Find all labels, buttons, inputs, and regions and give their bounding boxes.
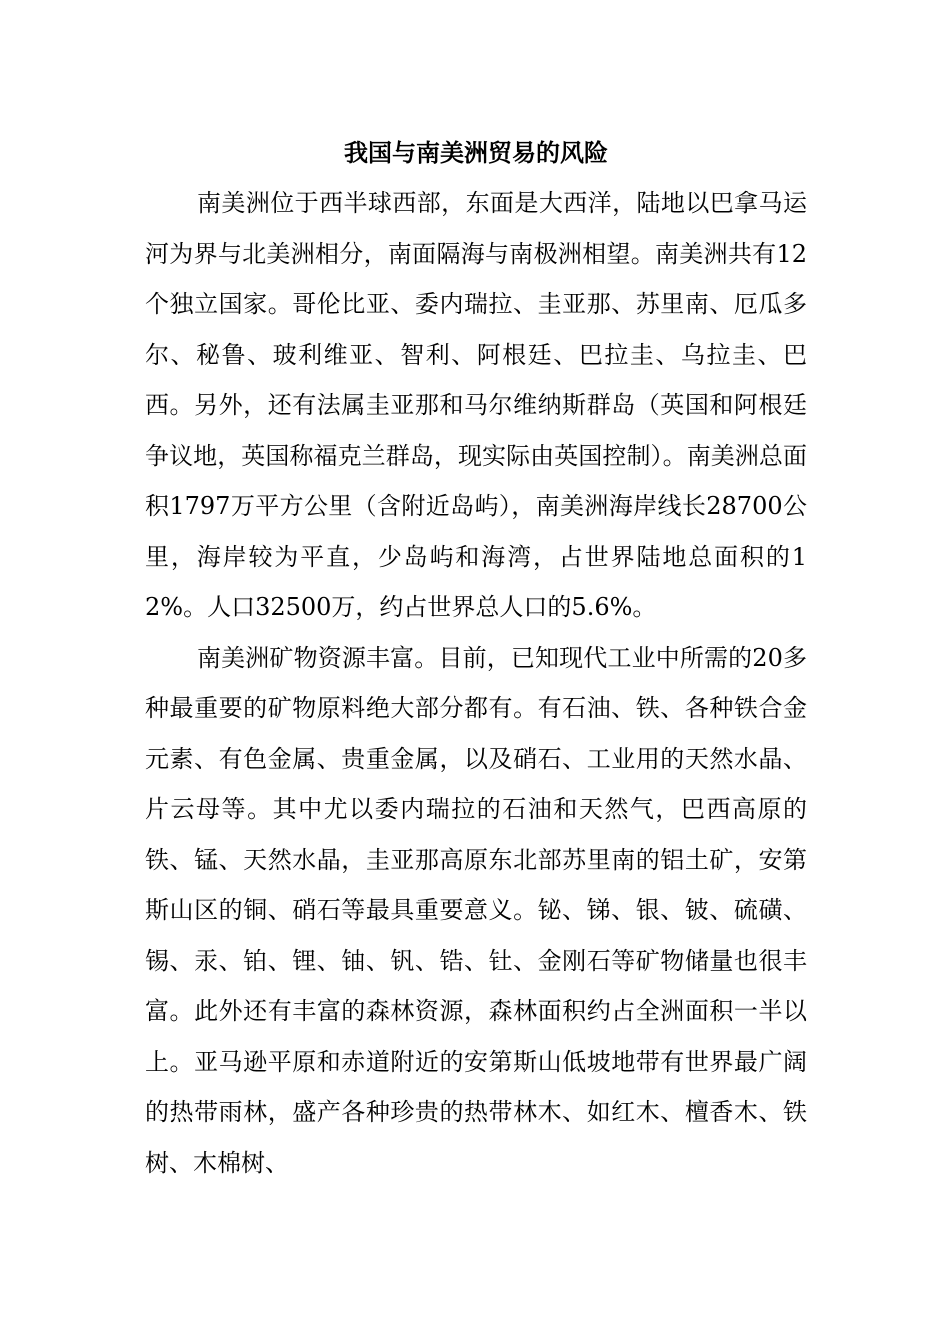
document-title: 我国与南美洲贸易的风险 xyxy=(344,138,608,167)
paragraph-mineral-resources: 南美洲矿物资源丰富。目前，已知现代工业中所需的20多种最重要的矿物原料绝大部分都有。有石油、铁、各种铁合金元素、有色金属、贵重金属，以及硝石、工业用的天然水晶、片云母等。其中尤以委内瑞拉的石油和天然气，巴西高原的铁、锰、天然水晶，圭亚那高原东北部苏里南的铝土矿，安第斯山区的铜、硝石等最具重要意义。铋、锑、银、铍、硫磺、锡、汞、铂、锂、铀、钒、锆、钍、金刚石等矿物储量也很丰富。此外还有丰富的森林资源，森林面积约占全洲面积一半以上。亚马逊平原和赤道附近的安第斯山低坡地带有世界最广阔的热带雨林，盛产各种珍贵的热带林木、如红木、檀香木、铁树、木棉树、 xyxy=(145,643,807,1177)
document-body xyxy=(145,128,807,1188)
paragraph-south-america-overview: 南美洲位于西半球西部，东面是大西洋，陆地以巴拿马运河为界与北美洲相分，南面隔海与南极洲相望。南美洲共有12个独立国家。哥伦比亚、委内瑞拉、圭亚那、苏里南、厄瓜多尔、秘鲁、玻利维亚、智利、阿根廷、巴拉圭、乌拉圭、巴西。另外，还有法属圭亚那和马尔维纳斯群岛（英国和阿根廷争议地，英国称福克兰群岛，现实际由英国控制）。南美洲总面积1797万平方公里（含附近岛屿），南美洲海岸线长28700公里，海岸较为平直，少岛屿和海湾，占世界陆地总面积的12%。人口32500万，约占世界总人口的5.6%。 xyxy=(145,189,807,621)
